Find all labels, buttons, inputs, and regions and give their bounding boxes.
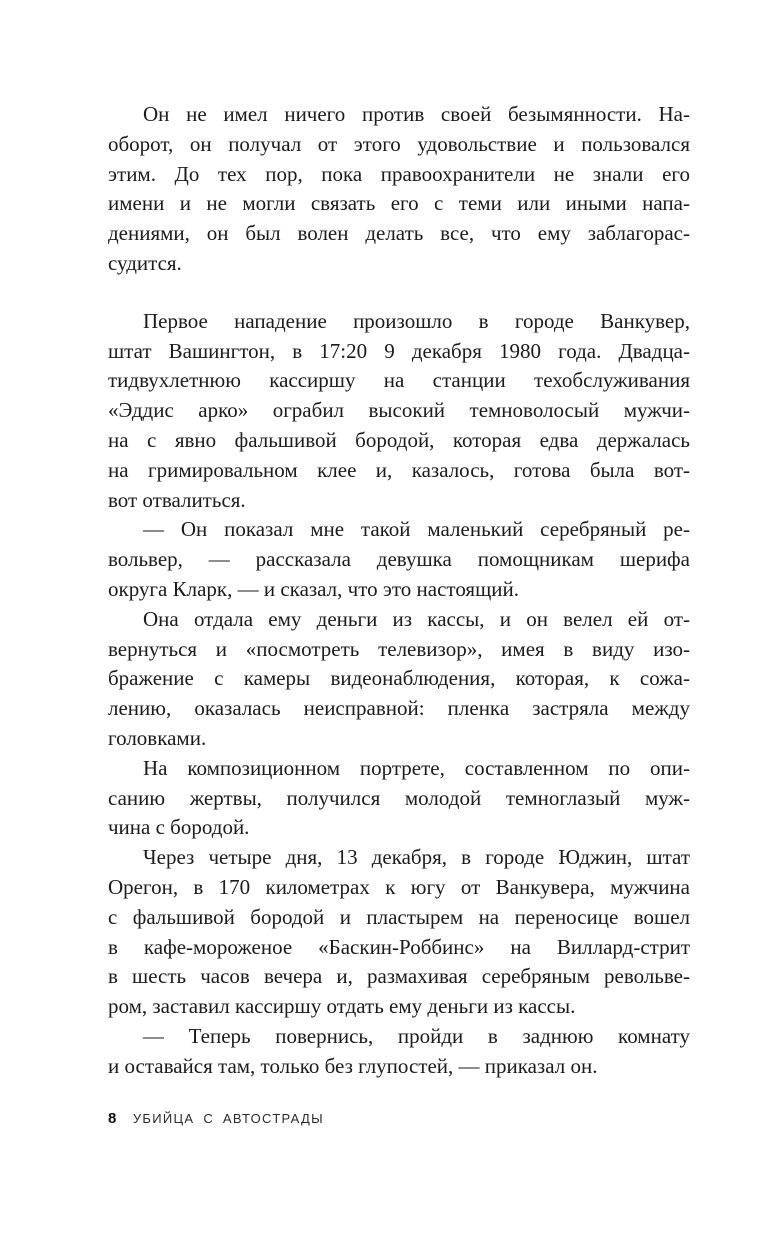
text-line: вольвер, — рассказала девушка помощникам шерифа: [108, 547, 690, 572]
page-footer: [108, 1110, 324, 1127]
paragraph-dialogue: [108, 1022, 690, 1082]
text-line: «Эддис арко» ограбил высокий темноволосый мужчи-: [108, 398, 690, 423]
text-line: с фальшивой бородой и пластырем на переносице вошел: [108, 904, 690, 929]
text-line: чина с бородой.: [108, 815, 250, 840]
paragraph: [108, 307, 690, 516]
text-line: Через четыре дня, 13 декабря, в городе Юджин, штат: [143, 845, 690, 870]
text-line: На композиционном портрете, составленном по опи-: [143, 755, 690, 780]
text-line: — Он показал мне такой маленький серебряный ре-: [143, 517, 690, 542]
text-line: бражение с камеры видеонаблюдения, которая, к сожа-: [108, 666, 690, 691]
text-line: дениями, он был волен делать все, что ему заблагорас-: [108, 221, 690, 246]
text-line: имени и не могли связать его с теми или иными напа-: [108, 191, 690, 216]
text-line: вот отвалиться.: [108, 487, 246, 512]
text-line: — Теперь повернись, пройди в заднюю комнату: [143, 1023, 690, 1048]
page-number: 8: [108, 1110, 117, 1127]
text-line: судится.: [108, 250, 182, 275]
text-line: в кафе-мороженое «Баскин-Роббинс» на Виллард-стрит: [108, 934, 690, 959]
paragraph-dialogue: [108, 515, 690, 604]
text-line: санию жертвы, получился молодой темноглазый муж-: [108, 785, 690, 810]
text-line: Орегон, в 170 километрах к югу от Ванкувера, мужчина: [108, 874, 690, 899]
text-line: в шесть часов вечера и, размахивая серебряным револьве-: [108, 964, 690, 989]
paragraph: [108, 754, 690, 843]
text-line: Он не имел ничего против своей безымянности. На-: [143, 102, 690, 126]
text-line: этим. До тех пор, пока правоохранители не знали его: [108, 161, 690, 186]
text-line: лению, оказалась неисправной: пленка застряла между: [108, 696, 690, 721]
paragraph: [108, 843, 690, 1022]
text-line: тидвухлетнюю кассиршу на станции техобслуживания: [108, 368, 690, 393]
text-line: Она отдала ему деньги из кассы, и он велел ей от-: [143, 606, 690, 631]
text-line: на с явно фальшивой бородой, которая едва держалась: [108, 427, 690, 452]
text-line: округа Кларк, — и сказал, что это настоящий.: [108, 576, 519, 601]
text-line: ром, заставил кассиршу отдать ему деньги из кассы.: [108, 994, 576, 1019]
text-line: штат Вашингтон, в 17:20 9 декабря 1980 года. Двадца-: [108, 338, 690, 363]
text-line: и оставайся там, только без глупостей, — приказал он.: [108, 1053, 598, 1078]
running-title: УБИЙЦА С АВТОСТРАДЫ: [132, 1111, 324, 1126]
paragraph: [108, 605, 690, 754]
paragraph: [108, 100, 690, 279]
text-line: на гримировальном клее и, казалось, готова была вот-: [108, 457, 690, 482]
text-line: головками.: [108, 725, 207, 750]
book-page-text: [108, 100, 690, 1082]
text-line: оборот, он получал от этого удовольствие и пользовался: [108, 131, 690, 156]
text-line: вернуться и «посмотреть телевизор», имея в виду изо-: [108, 636, 690, 661]
text-line: Первое нападение произошло в городе Ванкувер,: [143, 308, 690, 333]
